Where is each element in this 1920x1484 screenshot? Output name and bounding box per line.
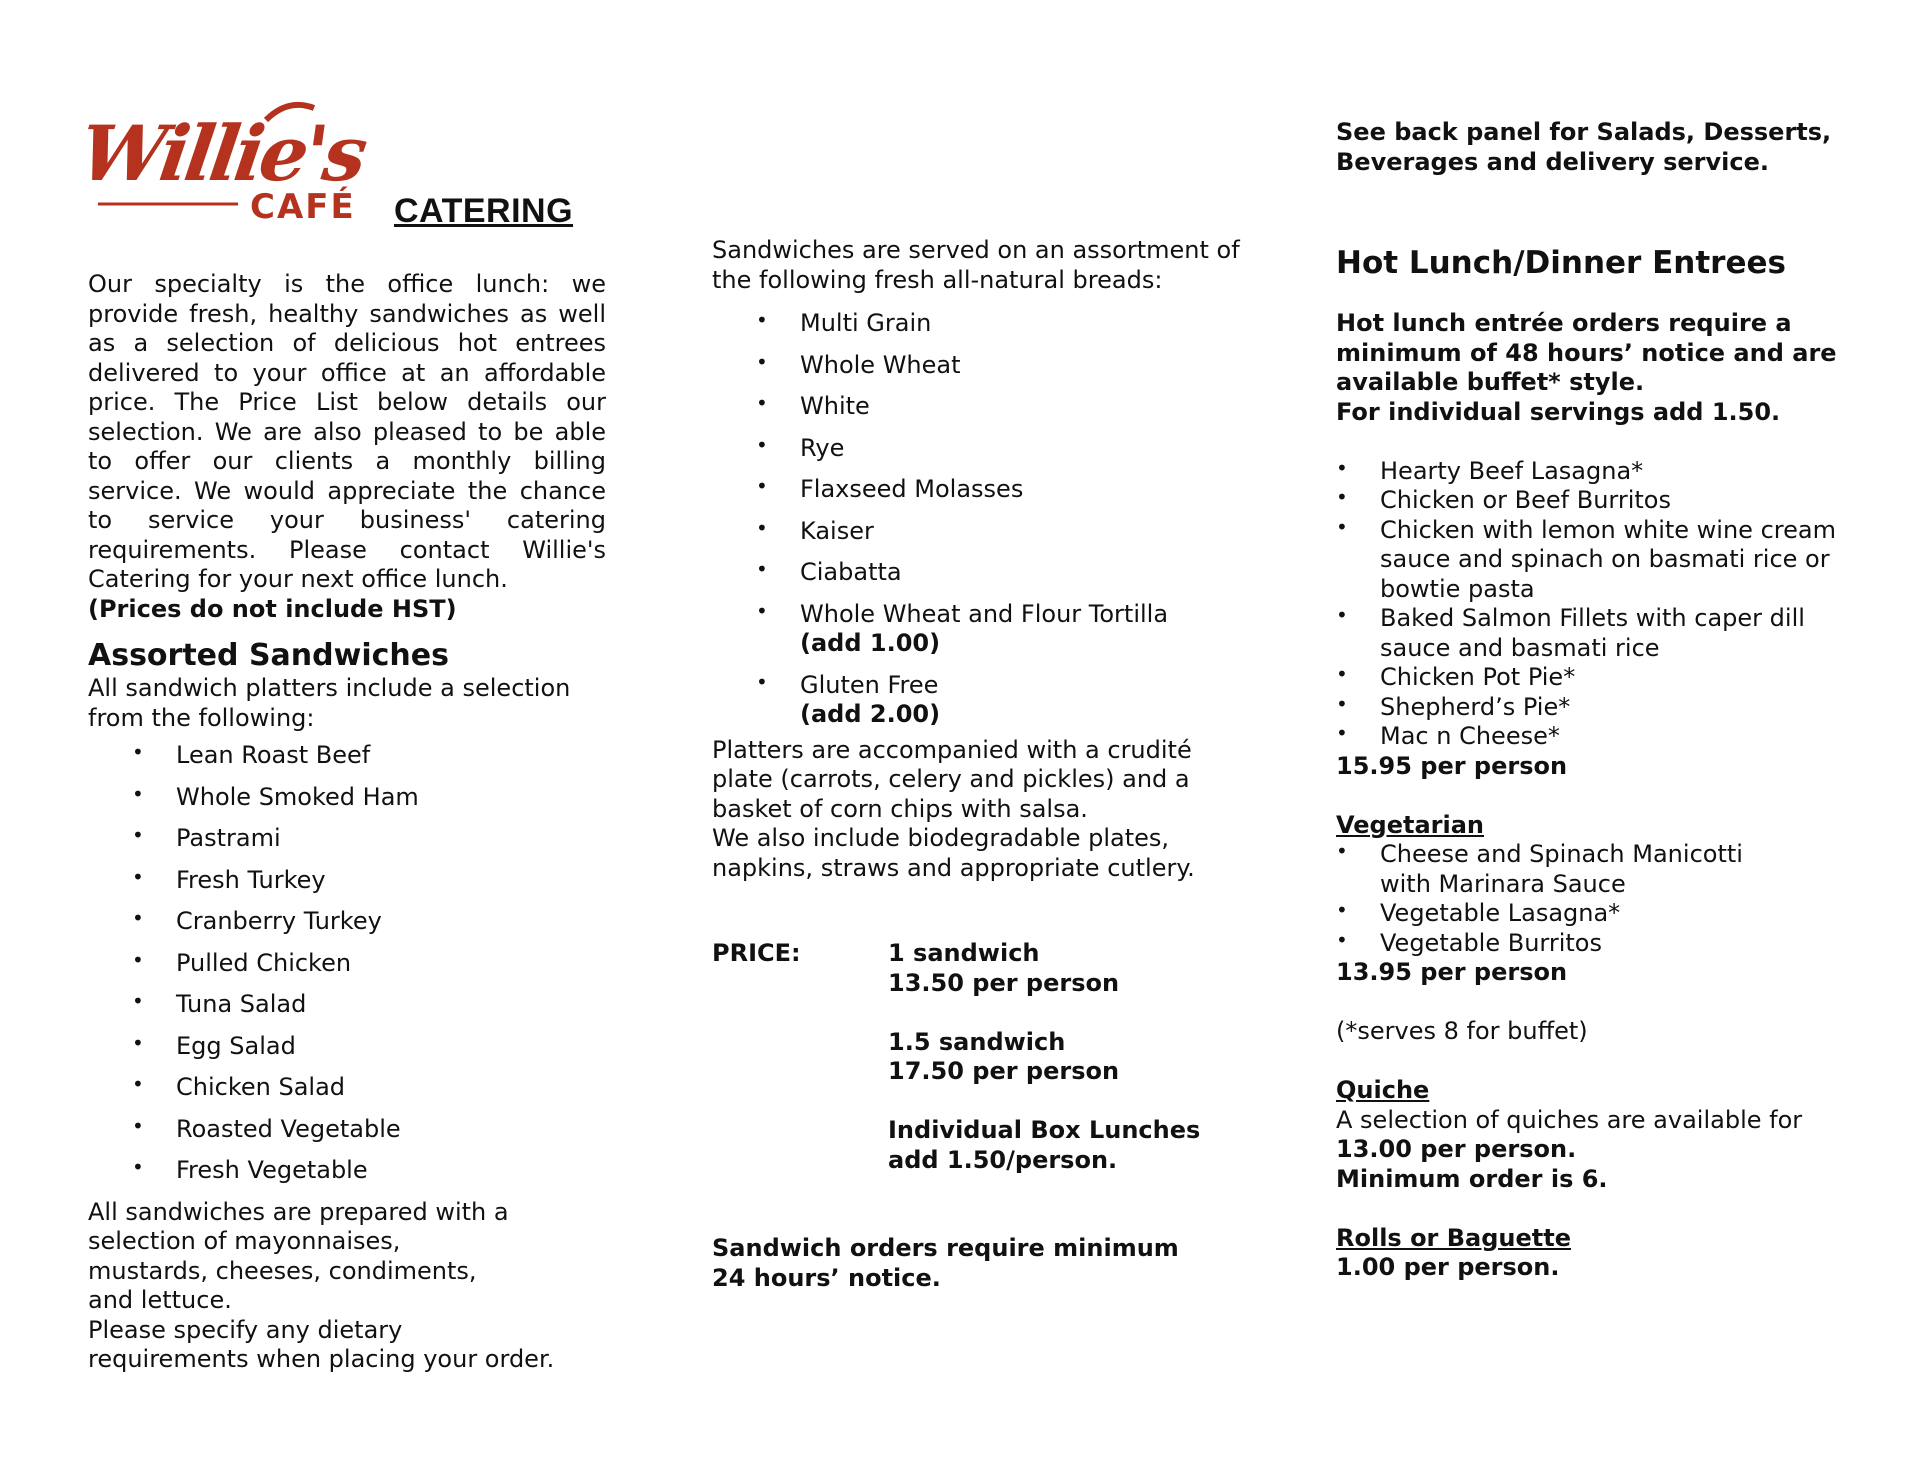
list-item: • Vegetable Lasagna* — [1336, 898, 1621, 927]
list-item: • Rye — [756, 432, 845, 462]
intro-text: Our specialty is the office lunch: we provide fresh, healthy sandwiches as well as a selection of delicious hot entrees delivered to your office at an affordable price. The Price List below details our selection. We are also pleased to be able to offer our clients a monthly billing service. We would appreciate the chance to service your business' catering requirements. Please contact Willie's Catering for your next office lunch. — [88, 270, 606, 593]
list-item: • Egg Salad — [132, 1030, 296, 1060]
sandwiches-subheading: All sandwich platters include a selection from the following: — [88, 674, 571, 732]
list-item: • Shepherd’s Pie* — [1336, 691, 1571, 721]
vegetarian-heading: Vegetarian — [1336, 810, 1485, 839]
intro-section — [88, 270, 606, 1375]
list-item: • Roasted Vegetable — [132, 1113, 401, 1143]
list-item: • Fresh Vegetable — [132, 1155, 368, 1184]
list-item: • Vegetable Burritos — [1336, 927, 1602, 957]
breads-column — [712, 236, 1252, 1293]
pricing-block — [712, 939, 1252, 1293]
platters-note: Platters are accompanied with a crudité plate (carrots, celery and pickles) and a basket of corn chips with salsa. — [712, 735, 1192, 823]
hot-price: 15.95 per person — [1336, 751, 1568, 780]
sandwich-footer: All sandwiches are prepared with a selection of mayonnaises, mustards, cheeses, condiments, and lettuce. — [88, 1197, 509, 1314]
bread-list — [712, 309, 1252, 736]
hot-entree-list — [1336, 457, 1856, 752]
rolls-heading: Rolls or Baguette — [1336, 1223, 1571, 1252]
price-option-1: 1 sandwich — [888, 939, 1040, 967]
price-option-1-price: 13.50 per person — [888, 968, 1120, 997]
list-item: • Chicken or Beef Burritos — [1336, 485, 1671, 514]
list-item: • Kaiser — [756, 515, 874, 545]
rolls-price: 1.00 per person. — [1336, 1253, 1560, 1281]
willies-cafe-logo — [88, 88, 398, 228]
list-item: • Mac n Cheese* — [1336, 721, 1560, 750]
list-item: • Pulled Chicken — [132, 947, 352, 977]
page-title: CATERING — [394, 192, 574, 230]
hot-entrees-column — [1336, 118, 1856, 1283]
list-item: • Whole Wheat and Flour Tortilla (add 1.00) — [756, 598, 1169, 657]
price-option-2-price: 17.50 per person — [888, 1057, 1120, 1085]
vegetarian-price: 13.95 per person — [1336, 958, 1568, 986]
quiche-heading: Quiche — [1336, 1076, 1430, 1104]
price-option-3-price: add 1.50/person. — [888, 1145, 1118, 1174]
svg-text:CAFÉ: CAFÉ — [250, 187, 356, 227]
list-item: • Lean Roast Beef — [132, 740, 371, 769]
price-option-3: Individual Box Lunches — [888, 1116, 1201, 1144]
hot-entrees-heading: Hot Lunch/Dinner Entrees — [1336, 245, 1786, 281]
list-item: • Cheese and Spinach Manicotti with Marinara Sauce — [1336, 839, 1743, 898]
list-item: • Gluten Free (add 2.00) — [756, 669, 941, 728]
list-item: • Whole Wheat — [756, 349, 961, 379]
list-item: • Pastrami — [132, 823, 281, 852]
quiche-price: 13.00 per person. — [1336, 1135, 1577, 1163]
hst-note: (Prices do not include HST) — [88, 594, 457, 623]
svg-text:Willie's: Willie's — [88, 109, 369, 199]
list-item: • Hearty Beef Lasagna* — [1336, 455, 1644, 485]
list-item: • Whole Smoked Ham — [132, 781, 419, 811]
list-item: • Fresh Turkey — [132, 864, 326, 894]
list-item: • Tuna Salad — [132, 989, 307, 1018]
vegetarian-list — [1336, 840, 1856, 958]
list-item: • Cranberry Turkey — [132, 906, 382, 935]
list-item: • Multi Grain — [756, 308, 932, 337]
price-label: PRICE: — [712, 939, 801, 967]
price-option-2: 1.5 sandwich — [888, 1027, 1066, 1056]
quiche-minimum: Minimum order is 6. — [1336, 1164, 1608, 1193]
back-panel-note: See back panel for Salads, Desserts, Beverages and delivery service. — [1336, 118, 1832, 176]
list-item: • Flaxseed Molasses — [756, 474, 1024, 503]
sandwich-notice: Sandwich orders require minimum 24 hours’ notice. — [712, 1234, 1179, 1292]
list-item: • Ciabatta — [756, 557, 902, 586]
sandwich-list — [88, 741, 606, 1198]
sandwiches-heading: Assorted Sandwiches — [88, 638, 449, 673]
list-item: • Chicken Salad — [132, 1072, 346, 1101]
hot-notice: Hot lunch entrée orders require a minimum of 48 hours’ notice and are available buffet* style. — [1336, 309, 1837, 396]
individual-note: For individual servings add 1.50. — [1336, 397, 1781, 426]
quiche-text: A selection of quiches are available for — [1336, 1105, 1803, 1134]
plates-note: We also include biodegradable plates, napkins, straws and appropriate cutlery. — [712, 824, 1195, 882]
serves-note: (*serves 8 for buffet) — [1336, 1017, 1588, 1045]
breads-intro: Sandwiches are served on an assortment of the following fresh all-natural breads: — [712, 236, 1240, 294]
list-item: • Chicken Pot Pie* — [1336, 662, 1576, 691]
list-item: • Baked Salmon Fillets with caper dill sauce and basmati rice — [1336, 603, 1805, 662]
list-item: • White — [756, 391, 870, 420]
list-item: • Chicken with lemon white wine cream sauce and spinach on basmati rice or bowtie pasta — [1336, 514, 1836, 603]
dietary-note: Please specify any dietary requirements when placing your order. — [88, 1315, 555, 1373]
